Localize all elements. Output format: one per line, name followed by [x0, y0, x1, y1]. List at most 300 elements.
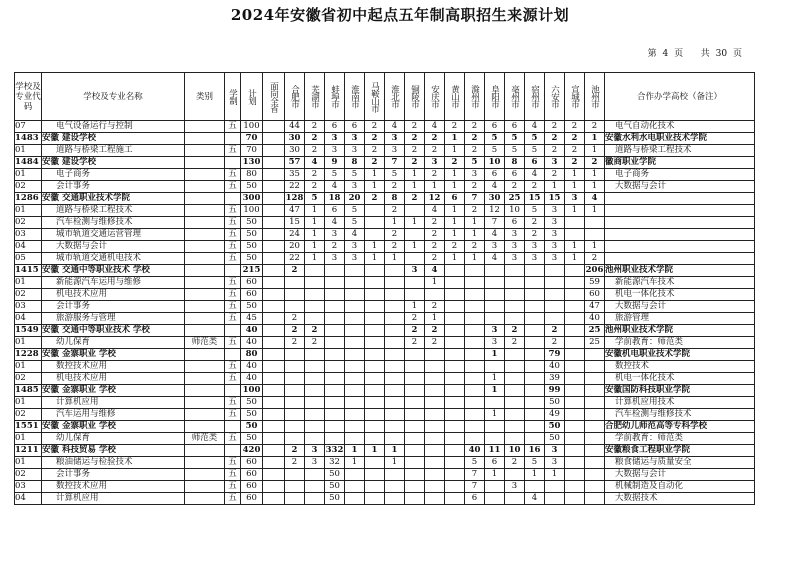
- city-quota-cell: 1: [565, 205, 585, 217]
- city-quota-cell: [305, 409, 325, 421]
- coop-cell: 电气自动化技术: [605, 121, 755, 133]
- city-quota-cell: 3: [505, 253, 525, 265]
- city-quota-cell: 2: [545, 169, 565, 181]
- city-quota-cell: [425, 493, 445, 505]
- city-quota-cell: [365, 217, 385, 229]
- major-name-cell: 会计事务: [42, 469, 185, 481]
- province-cell: [263, 181, 285, 193]
- province-cell: [263, 133, 285, 145]
- city-quota-cell: 2: [525, 229, 545, 241]
- city-quota-cell: [305, 397, 325, 409]
- city-quota-cell: [445, 409, 465, 421]
- city-quota-cell: [365, 229, 385, 241]
- plan-cell: 60: [241, 493, 263, 505]
- city-quota-cell: 15: [285, 217, 305, 229]
- type-cell: [185, 193, 225, 205]
- city-quota-cell: 79: [545, 349, 565, 361]
- major-row: [15, 493, 755, 505]
- coop-cell: 道路与桥梁工程技术: [605, 145, 755, 157]
- city-quota-cell: [525, 373, 545, 385]
- type-cell: [185, 229, 225, 241]
- city-quota-cell: [425, 361, 445, 373]
- major-name-cell: 道路与桥梁工程技术: [42, 205, 185, 217]
- city-quota-cell: [585, 433, 605, 445]
- system-cell: 五: [225, 373, 241, 385]
- city-quota-cell: [565, 265, 585, 277]
- city-quota-cell: [445, 385, 465, 397]
- city-quota-cell: [325, 325, 345, 337]
- city-quota-cell: [425, 349, 445, 361]
- header-city: 安庆市: [425, 73, 445, 121]
- major-row: [15, 481, 755, 493]
- city-quota-cell: [325, 421, 345, 433]
- city-quota-cell: 1: [565, 181, 585, 193]
- city-quota-cell: [485, 481, 505, 493]
- city-quota-cell: [565, 421, 585, 433]
- city-quota-cell: [485, 313, 505, 325]
- city-quota-cell: 35: [285, 169, 305, 181]
- city-quota-cell: 1: [445, 133, 465, 145]
- city-quota-cell: 6: [485, 169, 505, 181]
- major-row: [15, 361, 755, 373]
- city-quota-cell: 2: [285, 313, 305, 325]
- city-quota-cell: 1: [465, 253, 485, 265]
- city-quota-cell: [505, 373, 525, 385]
- major-row: [15, 409, 755, 421]
- city-quota-cell: [405, 421, 425, 433]
- city-quota-cell: 1: [385, 445, 405, 457]
- city-quota-cell: 6: [485, 457, 505, 469]
- city-quota-cell: 4: [525, 493, 545, 505]
- major-row: [15, 241, 755, 253]
- city-quota-cell: [445, 313, 465, 325]
- city-quota-cell: 2: [425, 253, 445, 265]
- city-quota-cell: [445, 289, 465, 301]
- city-quota-cell: [285, 277, 305, 289]
- school-row: [15, 193, 755, 205]
- code-cell: 01: [15, 145, 42, 157]
- type-cell: [185, 397, 225, 409]
- header-type: 类别: [185, 73, 225, 121]
- city-quota-cell: [405, 349, 425, 361]
- city-quota-cell: 1: [485, 385, 505, 397]
- city-quota-cell: [305, 265, 325, 277]
- city-quota-cell: [565, 277, 585, 289]
- school-row: [15, 157, 755, 169]
- city-quota-cell: 1: [445, 253, 465, 265]
- coop-cell: [605, 193, 755, 205]
- city-quota-cell: [505, 421, 525, 433]
- city-quota-cell: [285, 409, 305, 421]
- school-name-cell: 安徽 建设学校: [42, 133, 185, 145]
- city-quota-cell: [405, 433, 425, 445]
- city-quota-cell: 3: [545, 241, 565, 253]
- city-quota-cell: 5: [525, 145, 545, 157]
- major-row: [15, 169, 755, 181]
- system-cell: 五: [225, 469, 241, 481]
- city-quota-cell: [285, 385, 305, 397]
- city-quota-cell: [565, 481, 585, 493]
- city-quota-cell: [465, 421, 485, 433]
- city-quota-cell: 1: [345, 457, 365, 469]
- system-cell: 五: [225, 481, 241, 493]
- header-city: 亳州市: [505, 73, 525, 121]
- city-quota-cell: [585, 397, 605, 409]
- city-quota-cell: 1: [365, 445, 385, 457]
- city-quota-cell: [525, 313, 545, 325]
- plan-cell: 130: [241, 157, 263, 169]
- major-name-cell: 会计事务: [42, 301, 185, 313]
- city-quota-cell: [345, 265, 365, 277]
- city-quota-cell: [465, 397, 485, 409]
- province-cell: [263, 241, 285, 253]
- code-cell: 01: [15, 205, 42, 217]
- city-quota-cell: [305, 469, 325, 481]
- city-quota-cell: 15: [525, 193, 545, 205]
- type-cell: [185, 301, 225, 313]
- city-quota-cell: 2: [465, 121, 485, 133]
- city-quota-cell: 25: [585, 325, 605, 337]
- city-quota-cell: [485, 361, 505, 373]
- city-quota-cell: 4: [345, 229, 365, 241]
- system-cell: 五: [225, 397, 241, 409]
- city-quota-cell: [345, 313, 365, 325]
- city-quota-cell: [565, 313, 585, 325]
- city-quota-cell: [465, 289, 485, 301]
- city-quota-cell: [285, 301, 305, 313]
- city-quota-cell: [565, 385, 585, 397]
- city-quota-cell: 2: [445, 241, 465, 253]
- city-quota-cell: 99: [545, 385, 565, 397]
- system-cell: 五: [225, 241, 241, 253]
- plan-cell: 60: [241, 481, 263, 493]
- city-quota-cell: [365, 337, 385, 349]
- city-quota-cell: [405, 289, 425, 301]
- system-cell: [225, 385, 241, 397]
- plan-cell: 45: [241, 313, 263, 325]
- city-quota-cell: [405, 277, 425, 289]
- city-quota-cell: [345, 361, 365, 373]
- city-quota-cell: [345, 385, 365, 397]
- city-quota-cell: 5: [325, 169, 345, 181]
- city-quota-cell: 5: [345, 217, 365, 229]
- city-quota-cell: [385, 277, 405, 289]
- plan-cell: 100: [241, 385, 263, 397]
- city-quota-cell: [305, 421, 325, 433]
- city-quota-cell: [385, 409, 405, 421]
- city-quota-cell: [345, 373, 365, 385]
- city-quota-cell: [385, 265, 405, 277]
- city-quota-cell: 2: [585, 157, 605, 169]
- coop-cell: [605, 253, 755, 265]
- city-quota-cell: 2: [545, 325, 565, 337]
- city-quota-cell: 2: [285, 457, 305, 469]
- city-quota-cell: 2: [505, 181, 525, 193]
- plan-cell: 40: [241, 337, 263, 349]
- coop-cell: 大数据与会计: [605, 301, 755, 313]
- city-quota-cell: 1: [365, 169, 385, 181]
- city-quota-cell: [325, 301, 345, 313]
- province-cell: [263, 265, 285, 277]
- city-quota-cell: [545, 301, 565, 313]
- city-quota-cell: [505, 313, 525, 325]
- city-quota-cell: [285, 361, 305, 373]
- header-city: 铜陵市: [405, 73, 425, 121]
- city-quota-cell: 2: [325, 241, 345, 253]
- city-quota-cell: 1: [305, 241, 325, 253]
- city-quota-cell: 1: [445, 205, 465, 217]
- city-quota-cell: [445, 433, 465, 445]
- city-quota-cell: [485, 289, 505, 301]
- major-name-cell: 电子商务: [42, 169, 185, 181]
- city-quota-cell: 44: [285, 121, 305, 133]
- city-quota-cell: 2: [405, 325, 425, 337]
- major-name-cell: 新能源汽车运用与维修: [42, 277, 185, 289]
- page-total-unit: 页: [732, 49, 742, 59]
- city-quota-cell: [585, 457, 605, 469]
- type-cell: [185, 205, 225, 217]
- city-quota-cell: 2: [465, 205, 485, 217]
- city-quota-cell: 5: [485, 145, 505, 157]
- major-name-cell: 城市轨道交通运营管理: [42, 229, 185, 241]
- plan-cell: 100: [241, 205, 263, 217]
- city-quota-cell: 1: [305, 205, 325, 217]
- city-quota-cell: 4: [425, 121, 445, 133]
- city-quota-cell: [325, 409, 345, 421]
- city-quota-cell: 4: [425, 265, 445, 277]
- coop-cell: 合肥幼儿师范高等专科学校: [605, 421, 755, 433]
- school-row: [15, 265, 755, 277]
- system-cell: 五: [225, 277, 241, 289]
- city-quota-cell: [445, 469, 465, 481]
- system-cell: [225, 157, 241, 169]
- plan-cell: 300: [241, 193, 263, 205]
- school-row: [15, 421, 755, 433]
- city-quota-cell: 2: [385, 181, 405, 193]
- city-quota-cell: 6: [485, 121, 505, 133]
- header-city: 宿州市: [525, 73, 545, 121]
- city-quota-cell: [345, 421, 365, 433]
- city-quota-cell: 25: [585, 337, 605, 349]
- code-cell: 02: [15, 181, 42, 193]
- province-cell: [263, 469, 285, 481]
- city-quota-cell: [345, 409, 365, 421]
- city-quota-cell: 10: [505, 445, 525, 457]
- header-city: 黄山市: [445, 73, 465, 121]
- city-quota-cell: [325, 265, 345, 277]
- city-quota-cell: 2: [545, 145, 565, 157]
- coop-cell: 池州职业技术学院: [605, 265, 755, 277]
- coop-cell: 学前教育：师范类: [605, 337, 755, 349]
- plan-cell: 40: [241, 373, 263, 385]
- type-cell: [185, 325, 225, 337]
- school-row: [15, 325, 755, 337]
- city-quota-cell: [425, 445, 445, 457]
- city-quota-cell: [445, 421, 465, 433]
- plan-cell: 80: [241, 169, 263, 181]
- city-quota-cell: 1: [385, 217, 405, 229]
- city-quota-cell: 1: [585, 169, 605, 181]
- city-quota-cell: [545, 313, 565, 325]
- city-quota-cell: 22: [285, 253, 305, 265]
- header-city: 芜湖市: [305, 73, 325, 121]
- type-cell: [185, 469, 225, 481]
- city-quota-cell: 2: [305, 337, 325, 349]
- city-quota-cell: [485, 493, 505, 505]
- city-quota-cell: 10: [485, 157, 505, 169]
- city-quota-cell: [505, 385, 525, 397]
- city-quota-cell: 6: [325, 121, 345, 133]
- plan-cell: 60: [241, 469, 263, 481]
- city-quota-cell: 40: [585, 313, 605, 325]
- city-quota-cell: [385, 385, 405, 397]
- province-cell: [263, 193, 285, 205]
- school-name-cell: 安徽 金寨职业 学校: [42, 421, 185, 433]
- province-cell: [263, 217, 285, 229]
- city-quota-cell: 1: [585, 205, 605, 217]
- major-row: [15, 433, 755, 445]
- header-city: 宣城市: [565, 73, 585, 121]
- header-province: 面向全省: [263, 73, 285, 121]
- city-quota-cell: [405, 229, 425, 241]
- city-quota-cell: [445, 457, 465, 469]
- system-cell: 五: [225, 229, 241, 241]
- city-quota-cell: [385, 349, 405, 361]
- plan-cell: 50: [241, 301, 263, 313]
- city-quota-cell: 1: [445, 145, 465, 157]
- city-quota-cell: 3: [425, 157, 445, 169]
- city-quota-cell: 5: [505, 133, 525, 145]
- city-quota-cell: 1: [445, 181, 465, 193]
- city-quota-cell: [365, 421, 385, 433]
- code-cell: 01: [15, 457, 42, 469]
- city-quota-cell: [465, 373, 485, 385]
- city-quota-cell: 3: [525, 253, 545, 265]
- city-quota-cell: [525, 349, 545, 361]
- city-quota-cell: 50: [325, 469, 345, 481]
- system-cell: 五: [225, 121, 241, 133]
- city-quota-cell: [325, 277, 345, 289]
- city-quota-cell: [345, 277, 365, 289]
- city-quota-cell: 6: [465, 493, 485, 505]
- city-quota-cell: 2: [405, 193, 425, 205]
- city-quota-cell: 57: [285, 157, 305, 169]
- page-total: 30: [715, 49, 728, 59]
- city-quota-cell: [285, 289, 305, 301]
- city-quota-cell: 40: [465, 445, 485, 457]
- city-quota-cell: 332: [325, 445, 344, 455]
- school-name-cell: 安徽 交通中等职业技术 学校: [42, 325, 185, 337]
- coop-cell: 机电一体化技术: [605, 289, 755, 301]
- city-quota-cell: 2: [565, 145, 585, 157]
- city-quota-cell: 1: [485, 409, 505, 421]
- header-city: 阜阳市: [485, 73, 505, 121]
- city-quota-cell: [505, 361, 525, 373]
- city-quota-cell: 1: [385, 253, 405, 265]
- province-cell: [263, 325, 285, 337]
- major-name-cell: 数控技术应用: [42, 481, 185, 493]
- major-name-cell: 数控技术应用: [42, 361, 185, 373]
- city-quota-cell: 24: [285, 229, 305, 241]
- school-row: [15, 349, 755, 361]
- system-cell: 五: [225, 337, 241, 349]
- city-quota-cell: [325, 373, 345, 385]
- city-quota-cell: 2: [305, 181, 325, 193]
- system-cell: 五: [225, 217, 241, 229]
- enrollment-plan-table: [14, 72, 755, 505]
- header-city: 淮南市: [345, 73, 365, 121]
- type-cell: 师范类: [185, 337, 225, 349]
- city-quota-cell: 2: [405, 133, 425, 145]
- city-quota-cell: 7: [385, 157, 405, 169]
- city-quota-cell: 2: [385, 241, 405, 253]
- city-quota-cell: [585, 421, 605, 433]
- city-quota-cell: 3: [405, 265, 425, 277]
- plan-cell: 50: [241, 241, 263, 253]
- header-city: 淮北市: [385, 73, 405, 121]
- city-quota-cell: 2: [505, 457, 525, 469]
- coop-cell: [605, 205, 755, 217]
- city-quota-cell: [305, 481, 325, 493]
- code-cell: 02: [15, 217, 42, 229]
- code-cell: 1415: [15, 265, 42, 277]
- city-quota-cell: [565, 337, 585, 349]
- city-quota-cell: [485, 301, 505, 313]
- city-quota-cell: 1: [305, 217, 325, 229]
- type-cell: [185, 409, 225, 421]
- city-quota-cell: [305, 433, 325, 445]
- city-quota-cell: [325, 433, 345, 445]
- type-cell: [185, 133, 225, 145]
- city-quota-cell: [565, 217, 585, 229]
- header-city: 蚌埠市: [325, 73, 345, 121]
- city-quota-cell: 5: [465, 157, 485, 169]
- city-quota-cell: [385, 481, 405, 493]
- city-quota-cell: [485, 421, 505, 433]
- city-quota-cell: 2: [425, 337, 445, 349]
- city-quota-cell: [285, 373, 305, 385]
- city-quota-cell: 3: [545, 229, 565, 241]
- city-quota-cell: [365, 361, 385, 373]
- city-quota-cell: 3: [385, 145, 405, 157]
- city-quota-cell: 50: [545, 421, 565, 433]
- city-quota-cell: [365, 325, 385, 337]
- city-quota-cell: 2: [285, 325, 305, 337]
- city-quota-cell: [445, 337, 465, 349]
- city-quota-cell: [565, 469, 585, 481]
- city-quota-cell: 59: [585, 277, 605, 289]
- city-quota-cell: [285, 481, 305, 493]
- city-quota-cell: [365, 205, 385, 217]
- system-cell: 五: [225, 289, 241, 301]
- city-quota-cell: 3: [485, 241, 505, 253]
- city-quota-cell: 1: [405, 181, 425, 193]
- city-quota-cell: [345, 289, 365, 301]
- city-quota-cell: [565, 289, 585, 301]
- coop-cell: 电子商务: [605, 169, 755, 181]
- system-cell: [225, 325, 241, 337]
- code-cell: 01: [15, 397, 42, 409]
- city-quota-cell: [505, 409, 525, 421]
- city-quota-cell: 2: [405, 121, 425, 133]
- city-quota-cell: [505, 493, 525, 505]
- city-quota-cell: 1: [465, 229, 485, 241]
- city-quota-cell: [525, 433, 545, 445]
- city-quota-cell: 50: [325, 481, 345, 493]
- plan-cell: 50: [241, 409, 263, 421]
- city-quota-cell: [465, 409, 485, 421]
- code-cell: 03: [15, 229, 42, 241]
